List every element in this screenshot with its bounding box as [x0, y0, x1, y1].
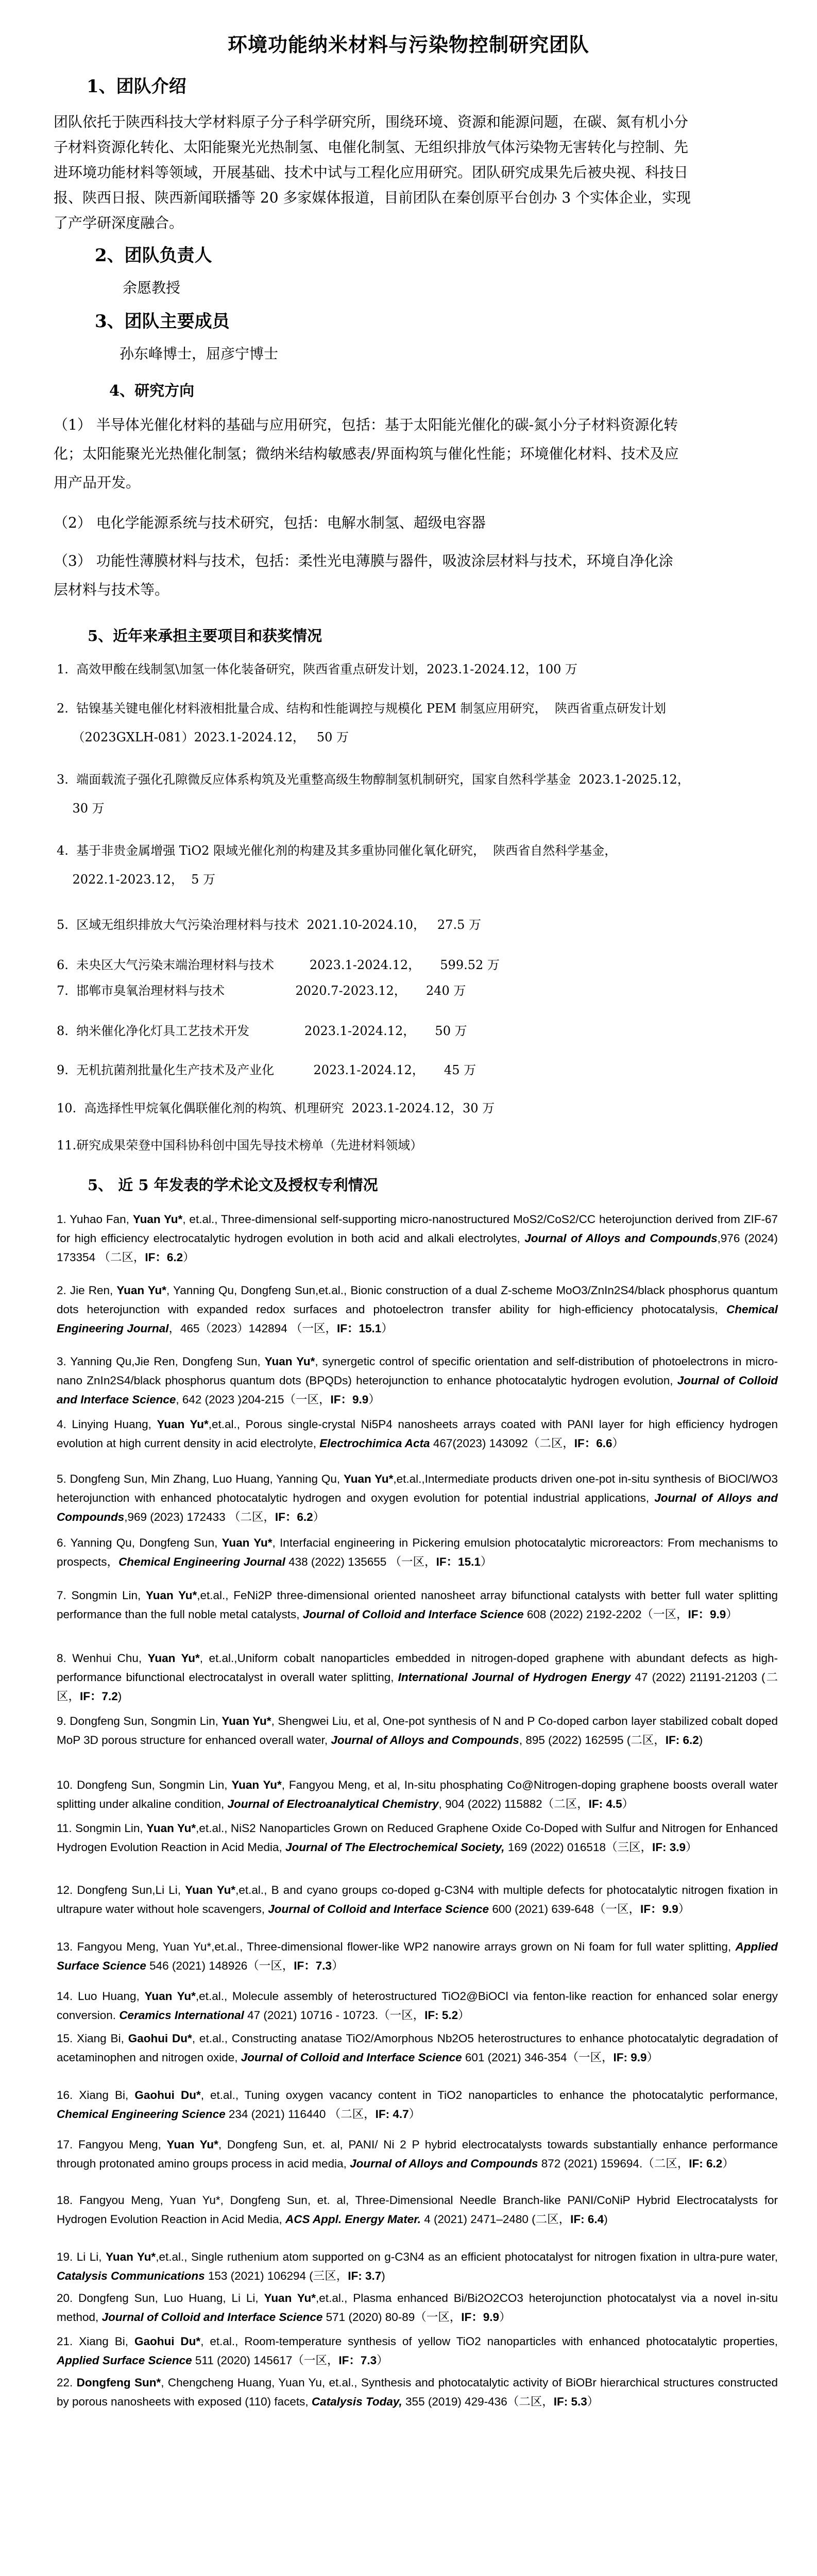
list-item: 7. 邯郸市臭氧治理材料与技术 2020.7-2023.12， 240 万 [57, 984, 466, 998]
section-members-heading: 3、团队主要成员 [95, 311, 230, 332]
publication-item: 7. Songmin Lin, Yuan Yu*,et.al., FeNi2P three-dimensional oriented nanosheet array bifunctional catalysts with better full water splitting performance than the full noble metal catalysts, Journal of Colloid and Interface Science 608 (2022) 2192-2202（一区，IF：9.9） [57, 1589, 778, 1621]
list-item: 30 万 [57, 801, 105, 816]
publication-item: 9. Dongfeng Sun, Songmin Lin, Yuan Yu*, Shengwei Liu, et al, One-pot synthesis of N and P Co-doped carbon layer stabilized cobalt doped MoP 3D porous structure for enhanced overall water, Journal of Alloys and Compounds, 895 (2022) 162595 (二区，IF: 6.2) [57, 1715, 778, 1747]
publication-item: 18. Fangyou Meng, Yuan Yu*, Dongfeng Sun, et. al, Three-Dimensional Needle Branch-like PANI/CoNiP Hybrid Electrocatalysts for Hydrogen Evolution Reaction in Acid Media, ACS Appl. Energy Mater. 4 (2021) 2471–2480 (二区，IF: 6.4) [57, 2194, 778, 2226]
section-research-heading: 4、研究方向 [109, 382, 195, 399]
list-item: 5. 区域无组织排放大气污染治理材料与技术 2021.10-2024.10， 27.5 万 [57, 918, 481, 932]
publication-item: 4. Linying Huang, Yuan Yu*,et.al., Porous single-crystal Ni5P4 nanosheets arrays coated with PANI layer for high efficiency hydrogen evolution at high current density in acid electrolyte, Electrochimica Acta 467(2023) 143092（二区，IF：6.6） [57, 1418, 778, 1450]
list-item: 1. 高效甲酸在线制氢\加氢一体化装备研究，陕西省重点研发计划，2023.1-2024.12，100 万 [57, 662, 578, 676]
intro-line: 了产学研深度融合。 [54, 214, 184, 231]
publication-item: 10. Dongfeng Sun, Songmin Lin, Yuan Yu*, Fangyou Meng, et al, In-situ phosphating Co@Nitrogen-doping graphene boosts overall water splitting under alkaline condition, Journal of Electroanalytical Chemistry, 904 (2022) 115882（二区，IF: 4.5） [57, 1778, 778, 1810]
list-item: 11.研究成果荣登中国科协科创中国先导技术榜单（先进材料领域） [57, 1138, 423, 1153]
publication-item: 1. Yuhao Fan, Yuan Yu*, et.al., Three-dimensional self-supporting micro-nanostructured MoS2/CoS2/CC heterojunction derived from ZIF-67 for high efficiency electrocatalytic hydrogen evolution in both acid and alkali electrolytes, Journal of Alloys and Compounds,976 (2024) 173354 （二区，IF：6.2） [57, 1213, 778, 1264]
list-item: 8. 纳米催化净化灯具工艺技术开发 2023.1-2024.12， 50 万 [57, 1024, 467, 1038]
list-item: 6. 未央区大气污染末端治理材料与技术 2023.1-2024.12， 599.52 万 [57, 958, 500, 972]
team-leader-name: 余愿教授 [123, 279, 181, 296]
page-title: 环境功能纳米材料与污染物控制研究团队 [227, 33, 589, 56]
team-members-names: 孙东峰博士，屈彦宁博士 [120, 345, 279, 362]
publication-item: 16. Xiang Bi, Gaohui Du*, et.al., Tuning oxygen vacancy content in TiO2 nanoparticles to enhance the photocatalytic performance, Chemical Engineering Science 234 (2021) 116440 （二区，IF: 4.7） [57, 2089, 778, 2121]
intro-line: 报、陕西日报、陕西新闻联播等 20 多家媒体报道，目前团队在秦创原平台创办 3 个实体企业，实现 [54, 189, 691, 206]
list-item: 3. 端面载流子强化孔隙微反应体系构筑及光重整高级生物醇制氢机制研究，国家自然科学基金 2023.1-2025.12， [57, 772, 690, 787]
intro-line: 进环境功能材料等领域，开展基础、技术中试与工程化应用研究。团队研究成果先后被央视、科技日 [54, 164, 689, 181]
intro-line: 团队依托于陕西科技大学材料原子分子科学研究所，围绕环境、资源和能源问题，在碳、氮有机小分 [54, 113, 689, 130]
publication-item: 14. Luo Huang, Yuan Yu*,et.al., Molecule assembly of heterostructured TiO2@BiOCl via fenton-like reaction for enhanced solar energy conversion. Ceramics International 47 (2021) 10716 - 10723.（一区，IF: 5.2） [57, 1990, 778, 2022]
publication-item: 2. Jie Ren, Yuan Yu*, Yanning Qu, Dongfeng Sun,et.al., Bionic construction of a dual Z-scheme MoO3/ZnIn2S4/black phosphorus quantum dots heterojunction with expanded redox surfaces and photoelectron transfer ability for high-efficiency photocatalysis, Chemical Engineering Journal，465（2023）142894 （一区，IF：15.1） [57, 1284, 778, 1335]
publication-item: 13. Fangyou Meng, Yuan Yu*,et.al., Three-dimensional flower-like WP2 nanowire arrays grown on Ni foam for full water splitting, Applied Surface Science 546 (2021) 148926（一区，IF：7.3） [57, 1940, 778, 1972]
list-item: 4. 基于非贵金属增强 TiO2 限域光催化剂的构建及其多重协同催化氧化研究， 陕西省自然科学基金， [57, 843, 617, 858]
publication-item: 19. Li Li, Yuan Yu*,et.al., Single ruthenium atom supported on g-C3N4 as an efficient photocatalyst for nitrogen fixation in ultra-pure water, Catalysis Communications 153 (2021) 106294 (三区，IF: 3.7) [57, 2250, 778, 2282]
list-item: 10. 高选择性甲烷氧化偶联催化剂的构筑、机理研究 2023.1-2024.12，30 万 [57, 1101, 495, 1115]
research-line: 化；太阳能聚光光热催化制氢；微纳米结构敏感表/界面构筑与催化性能；环境催化材料、技术及应 [54, 445, 679, 462]
publication-item: 8. Wenhui Chu, Yuan Yu*, et.al.,Uniform cobalt nanoparticles embedded in nitrogen-doped graphene with abundant defects as high-performance bifunctional electrocatalyst in overall water splitting, International Journal of Hydrogen Energy 47 (2022) 21191-21203 (二区，IF：7.2) [57, 1652, 778, 1703]
list-item: （2023GXLH-081）2023.1-2024.12， 50 万 [57, 730, 349, 744]
research-line: （2） 电化学能源系统与技术研究，包括：电解水制氢、超级电容器 [54, 514, 486, 531]
publication-item: 3. Yanning Qu,Jie Ren, Dongfeng Sun, Yuan Yu*, synergetic control of specific orientation and self-distribution of photoelectrons in micro-nano ZnIn2S4/black phosphorus quantum dots (BPQDs) heterojunction to enhance photocatalytic hydrogen evolution, Journal of Colloid and Interface Science, 642 (2023 )204-215（一区，IF：9.9） [57, 1355, 778, 1406]
publication-item: 17. Fangyou Meng, Yuan Yu*, Dongfeng Sun, et. al, PANI/ Ni 2 P hybrid electrocatalysts towards substantially enhance performance through protonated amino groups process in acid media, Journal of Alloys and Compounds 872 (2021) 159694.（二区，IF: 6.2） [57, 2138, 778, 2170]
intro-line: 子材料资源化转化、太阳能聚光光热制氢、电催化制氢、无组织排放气体污染物无害转化与控制、先 [54, 139, 689, 156]
publication-item: 6. Yanning Qu, Dongfeng Sun, Yuan Yu*, Interfacial engineering in Pickering emulsion photocatalytic microreactors: From mechanisms to prospects，Chemical Engineering Journal 438 (2022) 135655 （一区，IF：15.1） [57, 1536, 778, 1568]
list-item: 2022.1-2023.12， 5 万 [57, 872, 216, 887]
section-leader-heading: 2、团队负责人 [95, 245, 212, 266]
section-team-intro-heading: 1、团队介绍 [87, 76, 186, 97]
research-line: 用产品开发。 [54, 474, 141, 491]
publication-item: 12. Dongfeng Sun,Li Li, Yuan Yu*,et.al., B and cyano groups co-doped g-C3N4 with multiple defects for photocatalytic nitrogen fixation in ultrapure water without hole scavengers, Journal of Colloid and Interface Science 600 (2021) 639-648（一区，IF：9.9） [57, 1884, 778, 1916]
publication-item: 5. Dongfeng Sun, Min Zhang, Luo Huang, Yanning Qu, Yuan Yu*,et.al.,Intermediate products driven one-pot in-situ synthesis of BiOCl/WO3 heterojunction with enhanced photocatalytic hydrogen and oxygen evolution for potential industrial applications, Journal of Alloys and Compounds,969 (2023) 172433 （二区，IF：6.2） [57, 1472, 778, 1523]
section-projects-heading: 5、近年来承担主要项目和获奖情况 [88, 627, 322, 645]
publication-item: 20. Dongfeng Sun, Luo Huang, Li Li, Yuan Yu*,et.al., Plasma enhanced Bi/Bi2O2CO3 heterojunction photocatalyst via a novel in-situ method, Journal of Colloid and Interface Science 571 (2020) 80-89（一区，IF：9.9） [57, 2292, 778, 2324]
publication-item: 21. Xiang Bi, Gaohui Du*, et.al., Room-temperature synthesis of yellow TiO2 nanoparticles with enhanced photocatalytic properties, Applied Surface Science 511 (2020) 145617（一区，IF：7.3） [57, 2335, 778, 2367]
list-item: 9. 无机抗菌剂批量化生产技术及产业化 2023.1-2024.12， 45 万 [57, 1063, 476, 1077]
publication-item: 11. Songmin Lin, Yuan Yu*,et.al., NiS2 Nanoparticles Grown on Reduced Graphene Oxide Co-Doped with Sulfur and Nitrogen for Enhanced Hydrogen Evolution Reaction in Acid Media, Journal of The Electrochemical Society, 169 (2022) 016518（三区，IF: 3.9） [57, 1822, 778, 1854]
list-item: 2. 钴镍基关键电催化材料液相批量合成、结构和性能调控与规模化 PEM 制氢应用研究， 陕西省重点研发计划 [57, 701, 666, 716]
section-publications-heading: 5、 近 5 年发表的学术论文及授权专利情况 [88, 1176, 378, 1194]
publication-item: 15. Xiang Bi, Gaohui Du*, et.al., Constructing anatase TiO2/Amorphous Nb2O5 heterostructures to enhance photocatalytic degradation of acetaminophen and nitrogen oxide, Journal of Colloid and Interface Science 601 (2021) 346-354（一区，IF: 9.9） [57, 2032, 778, 2064]
research-line: 层材料与技术等。 [54, 581, 169, 598]
publication-item: 22. Dongfeng Sun*, Chengcheng Huang, Yuan Yu, et.al., Synthesis and photocatalytic activity of BiOBr hierarchical structures constructed by porous nanosheets with exposed (110) facets, Catalysis Today, 355 (2019) 429-436（二区，IF: 5.3） [57, 2376, 778, 2408]
research-line: （3） 功能性薄膜材料与技术，包括：柔性光电薄膜与器件，吸波涂层材料与技术，环境自净化涂 [54, 552, 673, 569]
research-line: （1） 半导体光催化材料的基础与应用研究，包括：基于太阳能光催化的碳-氮小分子材料资源化转 [54, 416, 678, 433]
